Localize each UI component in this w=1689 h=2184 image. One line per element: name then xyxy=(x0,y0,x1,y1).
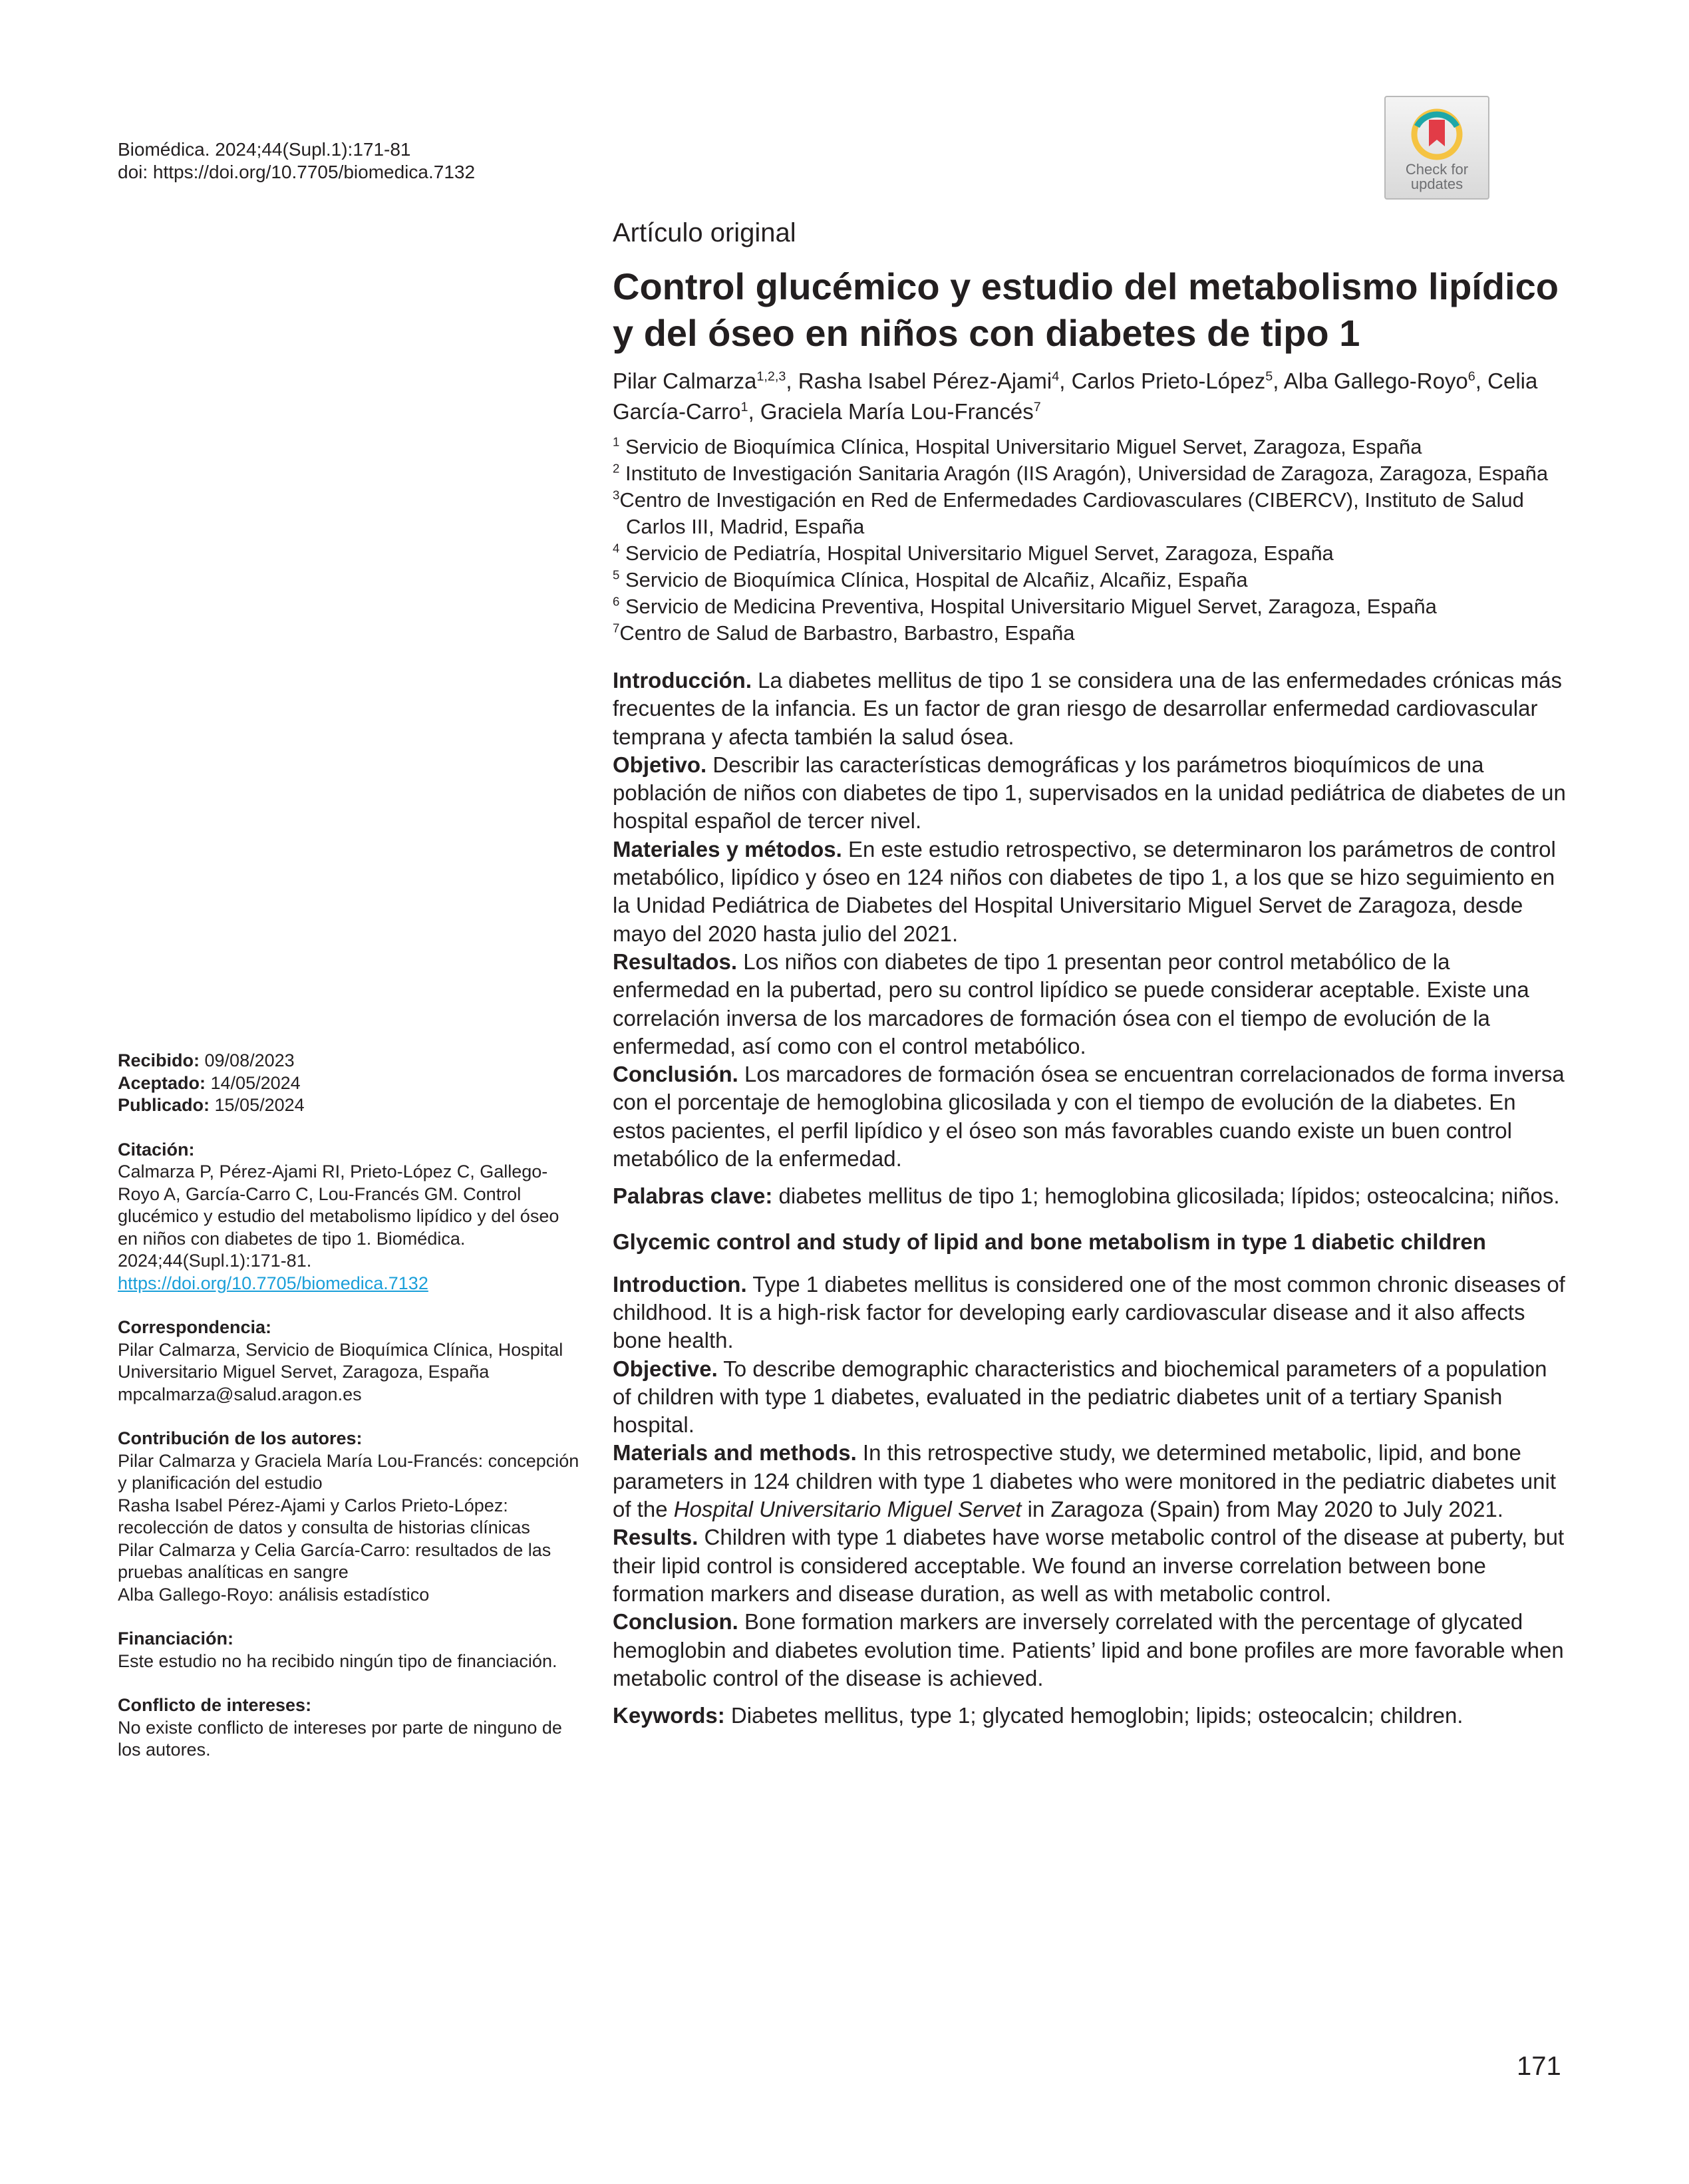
correspondence-text: Pilar Calmarza, Servicio de Bioquímica Clínica, Hospital Universitario Miguel Servet, Zaragoza, España xyxy=(118,1339,563,1382)
abstract-results: Results. Children with type 1 diabetes have worse metabolic control of the disease at puberty, but their lipid control is considered acceptable. We found an inverse correlation between bone formation markers and disease duration, as well as with metabolic control. xyxy=(613,1525,1565,1606)
affiliation: $^6$ Servicio de Medicina Preventiva, Hospital Universitario Miguel Servet, Zaragoza, España xyxy=(613,594,1437,618)
affiliation: $^4$ Servicio de Pediatría, Hospital Universitario Miguel Servet, Zaragoza, España xyxy=(613,541,1334,565)
palabras-clave: Palabras clave: diabetes mellitus de tipo 1; hemoglobina glicosilada; lípidos; osteocalcina; niños. xyxy=(613,1183,1560,1209)
citation-label: Citación: xyxy=(118,1139,195,1160)
conflicts-label: Conflicto de intereses: xyxy=(118,1695,312,1715)
author: Celia García-Carro$^1$, xyxy=(613,369,1538,424)
conflicts xyxy=(118,1694,583,1762)
affiliation: $^7$Centro de Salud de Barbastro, Barbastro, España xyxy=(613,621,1075,645)
resumen-introduccion: Introducción. La diabetes mellitus de tipo 1 se considera una de las enfermedades crónicas más frecuentes de la infancia. Es un factor de gran riesgo de desarrollar enfermedad cardiovascular temprana y afecta también la salud ósea. xyxy=(613,668,1563,749)
abstract xyxy=(613,1271,1571,1730)
affiliation: $^2$ Instituto de Investigación Sanitaria Aragón (IIS Aragón), Universidad de Zaragoza, Zaragoza, España xyxy=(613,461,1549,485)
article-title: Control glucémico y estudio del metabolismo lipídico y del óseo en niños con diabetes de tipo 1 xyxy=(613,265,1559,354)
date-published: Publicado: 15/05/2024 xyxy=(118,1095,305,1115)
affiliations xyxy=(613,434,1571,647)
conflicts-text: No existe conflicto de intereses por parte de ninguno de los autores. xyxy=(118,1717,562,1760)
abstract-objective: Objective. To describe demographic characteristics and biochemical parameters of a population of children with type 1 diabetes, evaluated in the pediatric diabetes unit of a tertiary Spanish hospital. xyxy=(613,1356,1547,1438)
correspondence-label: Correspondencia: xyxy=(118,1317,272,1337)
affiliation: $^3$Centro de Investigación en Red de Enfermedades Cardiovasculares (CIBERCV), Instituto de Salud Carlos III, Madrid, España xyxy=(613,488,1524,538)
contribution-line: Pilar Calmarza y Graciela María Lou-Francés: concepción y planificación del estudio xyxy=(118,1450,579,1493)
page-number: 171 xyxy=(1517,2052,1561,2081)
main-column xyxy=(613,214,1571,1730)
funding xyxy=(118,1628,583,1672)
abstract-introduction: Introduction. Type 1 diabetes mellitus is considered one of the most common chronic diseases of childhood. It is a high-risk factor for developing early cardiovascular disease and it also affects bone health. xyxy=(613,1271,1565,1353)
date-received: Recibido: 09/08/2023 xyxy=(118,1050,295,1070)
funding-text: Este estudio no ha recibido ningún tipo de financiación. xyxy=(118,1650,557,1671)
badge-line2: updates xyxy=(1410,176,1463,192)
doi-link[interactable]: https://doi.org/10.7705/biomedica.7132 xyxy=(118,1273,428,1293)
journal-citation: Biomédica. 2024;44(Supl.1):171-81 xyxy=(118,139,411,160)
abstract-conclusion: Conclusion. Bone formation markers are inversely correlated with the percentage of glycated hemoglobin and diabetes evolution time. Patients’ lipid and bone profiles are more favorable when metabolic control of the disease is achieved. xyxy=(613,1609,1564,1690)
funding-label: Financiación: xyxy=(118,1629,234,1648)
date-accepted: Aceptado: 14/05/2024 xyxy=(118,1072,301,1093)
contributions-label: Contribución de los autores: xyxy=(118,1428,363,1448)
contribution-line: Pilar Calmarza y Celia García-Carro: resultados de las pruebas analíticas en sangre xyxy=(118,1539,551,1582)
resumen-resultados: Resultados. Los niños con diabetes de tipo 1 presentan peor control metabólico de la enfermedad en la pubertad, pero su control lipídico se puede considerar aceptable. Existe una correlación inversa de los marcadores de formación ósea con el tiempo de evolución de la enfermedad, así como con el control metabólico. xyxy=(613,949,1529,1058)
correspondence-email: mpcalmarza@salud.aragon.es xyxy=(118,1384,362,1404)
check-for-updates-badge[interactable] xyxy=(1384,96,1489,200)
contribution-line: Alba Gallego-Royo: análisis estadístico xyxy=(118,1584,430,1605)
affiliation: $^1$ Servicio de Bioquímica Clínica, Hospital Universitario Miguel Servet, Zaragoza, España xyxy=(613,434,1422,458)
keywords: Keywords: Diabetes mellitus, type 1; glycated hemoglobin; lipids; osteocalcin; children. xyxy=(613,1703,1463,1728)
crossmark-icon xyxy=(1409,106,1465,162)
sidebar-metadata xyxy=(118,1050,583,1784)
resumen-objetivo: Objetivo. Describir las características demográficas y los parámetros bioquímicos de una población de niños con diabetes de tipo 1, supervisados en la unidad pediátrica de diabetes de un hospital español de tercer nivel. xyxy=(613,752,1566,834)
correspondence xyxy=(118,1317,583,1406)
running-header xyxy=(118,138,475,184)
resumen xyxy=(613,667,1571,1211)
affiliation: $^5$ Servicio de Bioquímica Clínica, Hospital de Alcañiz, Alcañiz, España xyxy=(613,567,1248,591)
dates xyxy=(118,1050,583,1117)
abstract-methods: Materials and methods. In this retrospective study, we determined metabolic, lipid, and bone parameters in 124 children with type 1 diabetes who were monitored in the pediatric diabetes unit of the Hospital Universitario Miguel Servet in Zaragoza (Spain) from May 2020 to July 2021. xyxy=(613,1440,1556,1522)
author: Rasha Isabel Pérez-Ajami$^4$, xyxy=(798,369,1072,393)
doi-line: doi: https://doi.org/10.7705/biomedica.7132 xyxy=(118,162,476,182)
english-title: Glycemic control and study of lipid and bone metabolism in type 1 diabetic children xyxy=(613,1229,1486,1254)
resumen-conclusion: Conclusión. Los marcadores de formación ósea se encuentran correlacionados de forma inversa con el porcentaje de hemoglobina glicosilada y con el tiempo de evolución de la diabetes. En estos pacientes, el perfil lipídico y el óseo son más favorables cuando existe un buen control metabólico de la enfermedad. xyxy=(613,1062,1565,1171)
contributions xyxy=(118,1428,583,1606)
contribution-line: Rasha Isabel Pérez-Ajami y Carlos Prieto-López: recolección de datos y consulta de historias clínicas xyxy=(118,1495,530,1537)
author: Alba Gallego-Royo$^6$, xyxy=(1283,369,1488,393)
author: Graciela María Lou-Francés$^7$ xyxy=(760,399,1041,424)
author: Carlos Prieto-López$^5$, xyxy=(1071,369,1284,393)
badge-line1: Check for xyxy=(1405,161,1469,178)
citation xyxy=(118,1139,583,1295)
author-list xyxy=(613,366,1571,427)
citation-text: Calmarza P, Pérez-Ajami RI, Prieto-López C, Gallego-Royo A, García-Carro C, Lou-Francés GM. Control glucémico y estudio del metabolismo lipídico y del óseo en niños con diabetes de tipo 1. Biomédica. 2024;44(Supl.1):171-81. xyxy=(118,1162,559,1271)
article-type: Artículo original xyxy=(613,218,796,247)
resumen-metodos: Materiales y métodos. En este estudio retrospectivo, se determinaron los parámetros de control metabólico, lipídico y óseo en 124 niños con diabetes de tipo 1, a los que se hizo seguimiento en la Unidad Pediátrica de Diabetes del Hospital Universitario Miguel Servet de Zaragoza, desde mayo del 2020 hasta julio del 2021. xyxy=(613,836,1556,946)
author: Pilar Calmarza$^{1,2,3}$, xyxy=(613,369,798,393)
